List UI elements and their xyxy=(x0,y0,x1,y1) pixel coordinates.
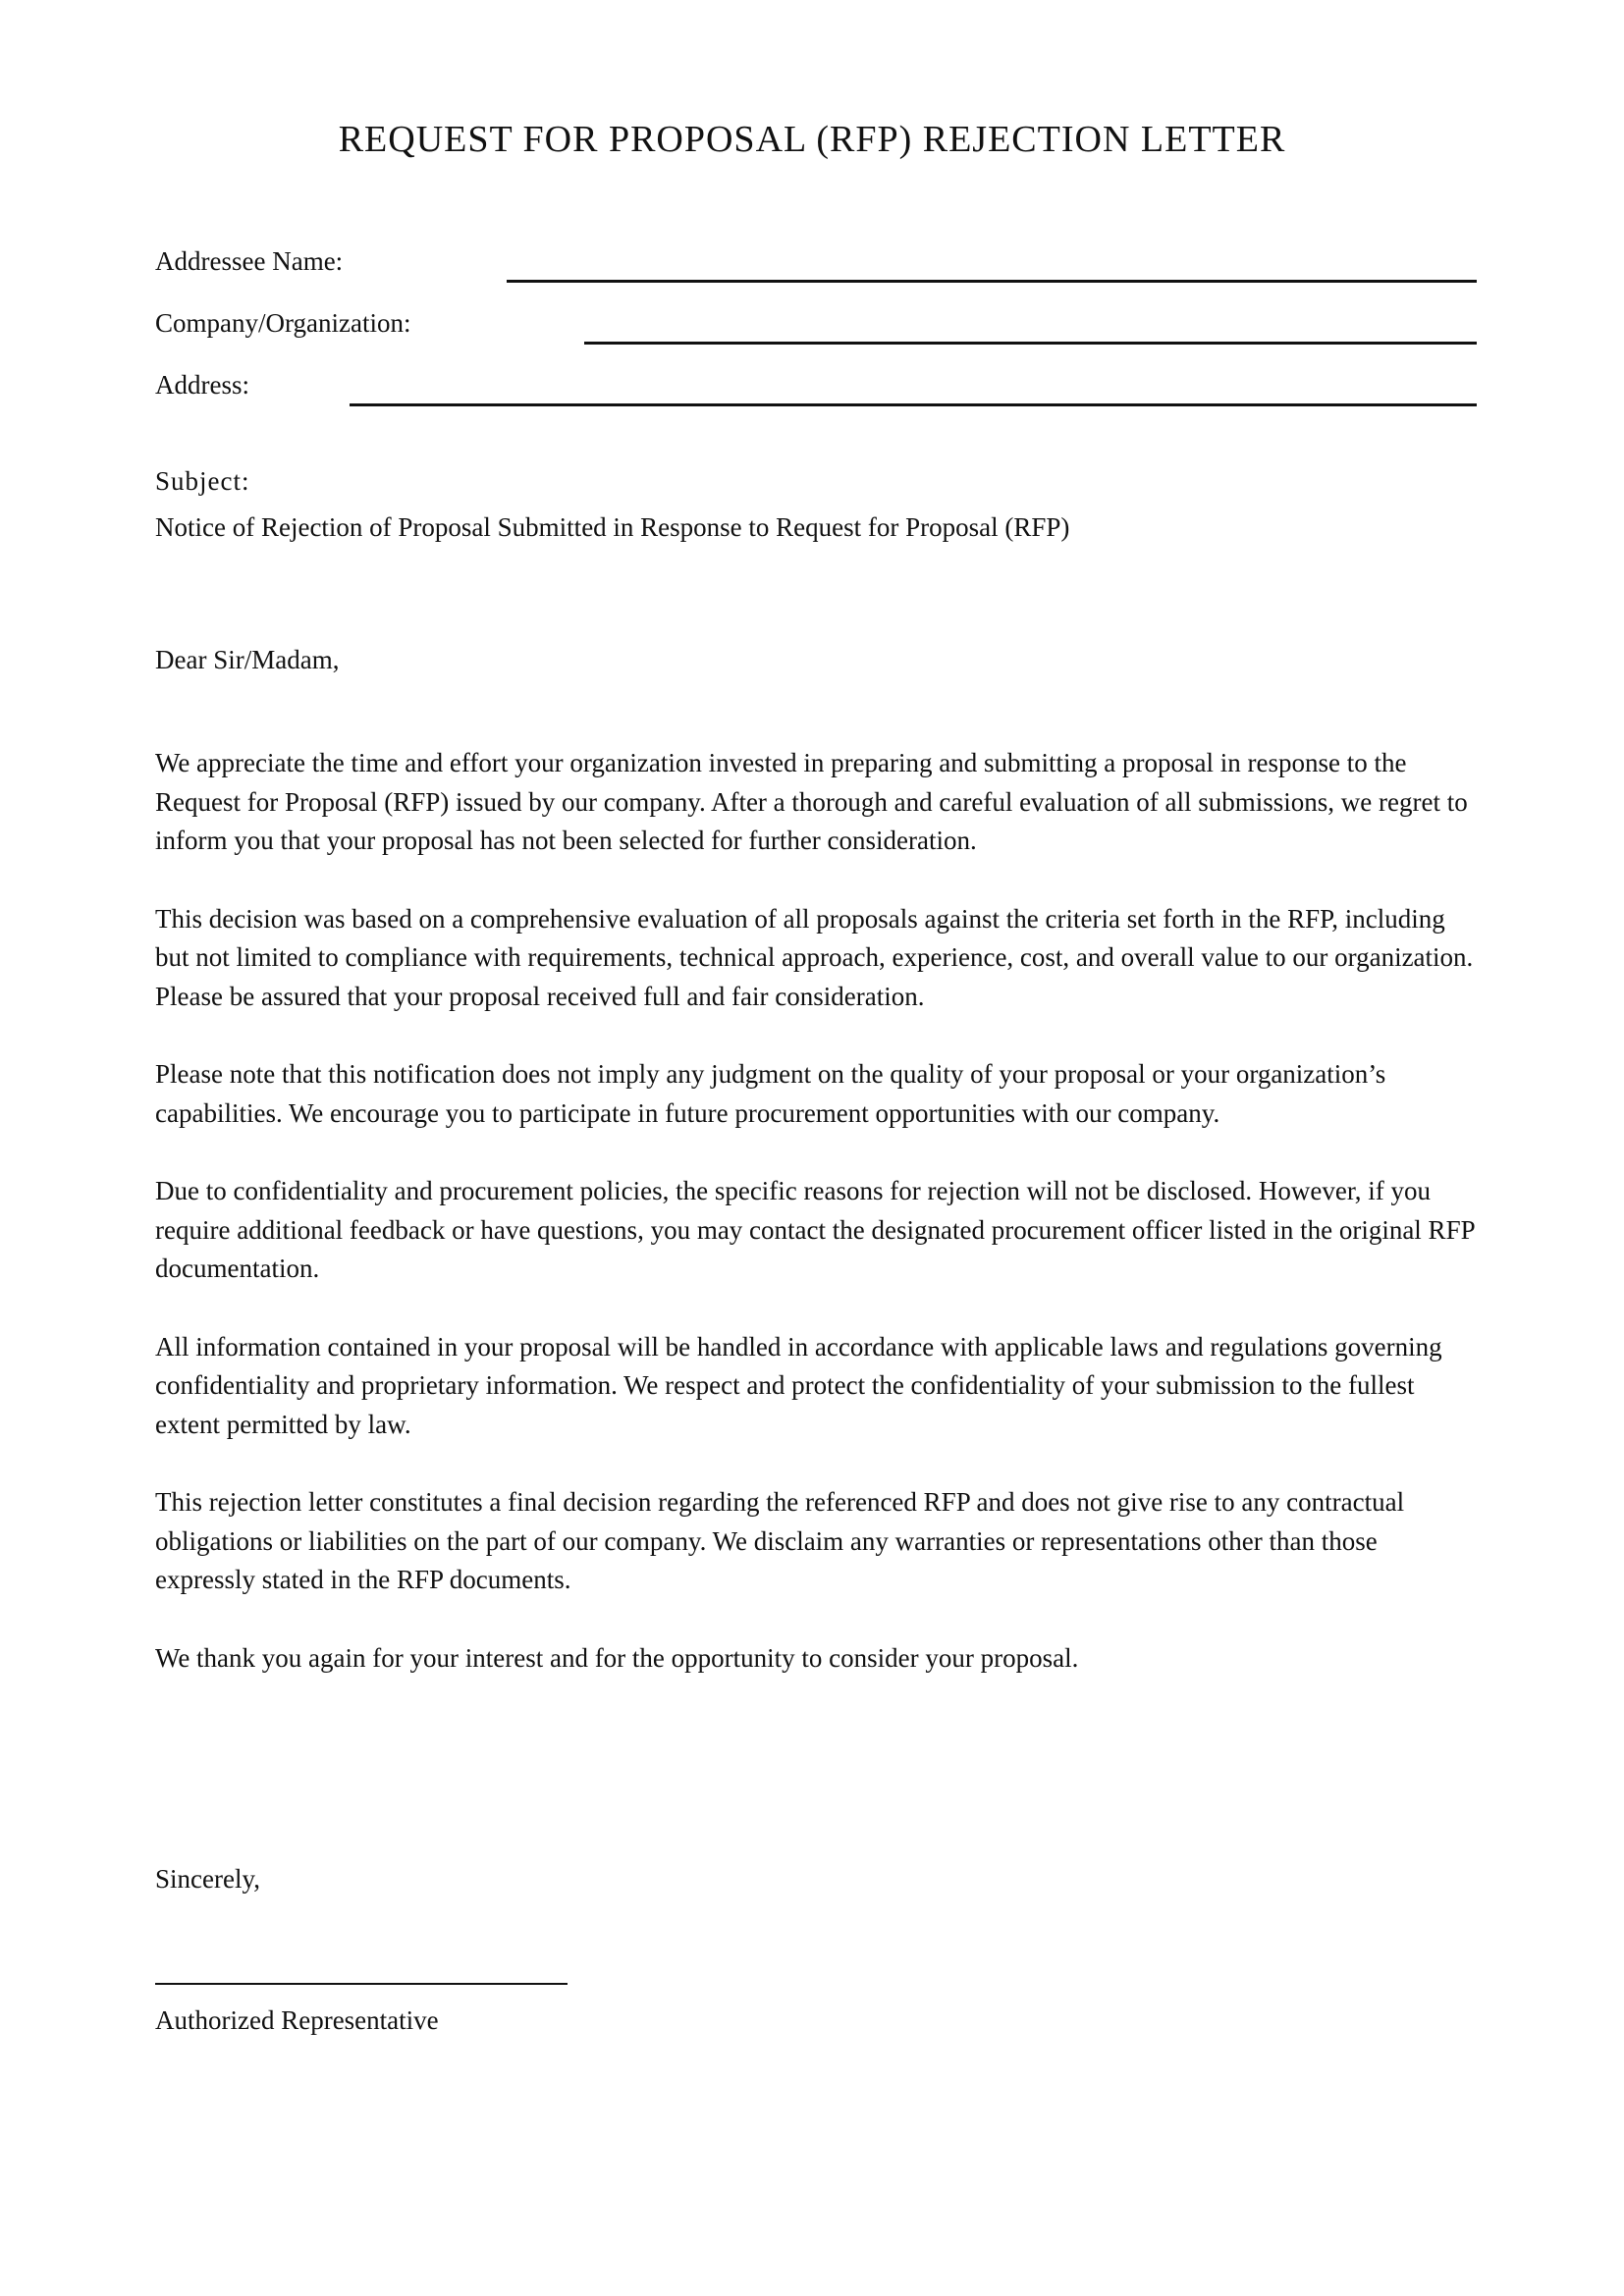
address-field xyxy=(155,367,1477,406)
document-title: REQUEST FOR PROPOSAL (RFP) REJECTION LETTER xyxy=(338,119,1286,160)
salutation: Dear Sir/Madam, xyxy=(155,645,340,674)
company-organization-label: Company/Organization: xyxy=(155,308,411,338)
signatory-title: Authorized Representative xyxy=(155,2005,439,2035)
body-paragraph-appreciation: We appreciate the time and effort your organization invested in preparing and submitting a proposal in response to the Request for Proposal (RFP) issued by our company. After a thorough and careful evaluation of all submissions, we regret to inform you that your proposal has not been selected for further consideration. xyxy=(155,748,1468,855)
body-paragraph-information-handling: All information contained in your proposal will be handled in accordance with applicable laws and regulations governing confidentiality and proprietary information. We respect and protect the confidentiality of your submission to the fullest extent permitted by law. xyxy=(155,1331,1442,1439)
body-paragraph-evaluation: This decision was based on a comprehensive evaluation of all proposals against the criteria set forth in the RFP, including but not limited to compliance with requirements, technical approach, experience, cost, and overall value to our organization. Please be assured that your proposal received full and fair consideration. xyxy=(155,903,1474,1011)
addressee-name-field xyxy=(155,243,1477,283)
body-paragraph-no-judgment: Please note that this notification does not imply any judgment on the quality of your proposal or your organization’s capabilities. We encourage you to participate in future procurement opportunities with our company. xyxy=(155,1059,1386,1128)
body-paragraph-final-decision: This rejection letter constitutes a final decision regarding the referenced RFP and does not give rise to any contractual obligations or liabilities on the part of our company. We disclaim any warranties or representations other than those expressly stated in the RFP documents. xyxy=(155,1487,1405,1594)
body-paragraph-thanks: We thank you again for your interest and for the opportunity to consider your proposal. xyxy=(155,1642,1079,1673)
letter-body xyxy=(155,744,1483,1717)
addressee-name-blank-line[interactable] xyxy=(507,280,1477,283)
addressee-name-label: Addressee Name: xyxy=(155,246,344,276)
signature-line[interactable] xyxy=(155,1983,568,1985)
body-paragraph-confidentiality-policies: Due to confidentiality and procurement policies, the specific reasons for rejection will not be disclosed. However, if you require additional feedback or have questions, you may contact the designated procurement officer listed in the original RFP documentation. xyxy=(155,1176,1475,1283)
company-organization-field xyxy=(155,305,1477,345)
closing: Sincerely, xyxy=(155,1864,260,1894)
address-blank-line[interactable] xyxy=(350,403,1477,406)
subject-label: Subject: xyxy=(155,466,250,496)
address-label: Address: xyxy=(155,370,249,400)
subject-text: Notice of Rejection of Proposal Submitted in Response to Request for Proposal (RFP) xyxy=(155,512,1070,542)
company-organization-blank-line[interactable] xyxy=(584,342,1477,345)
